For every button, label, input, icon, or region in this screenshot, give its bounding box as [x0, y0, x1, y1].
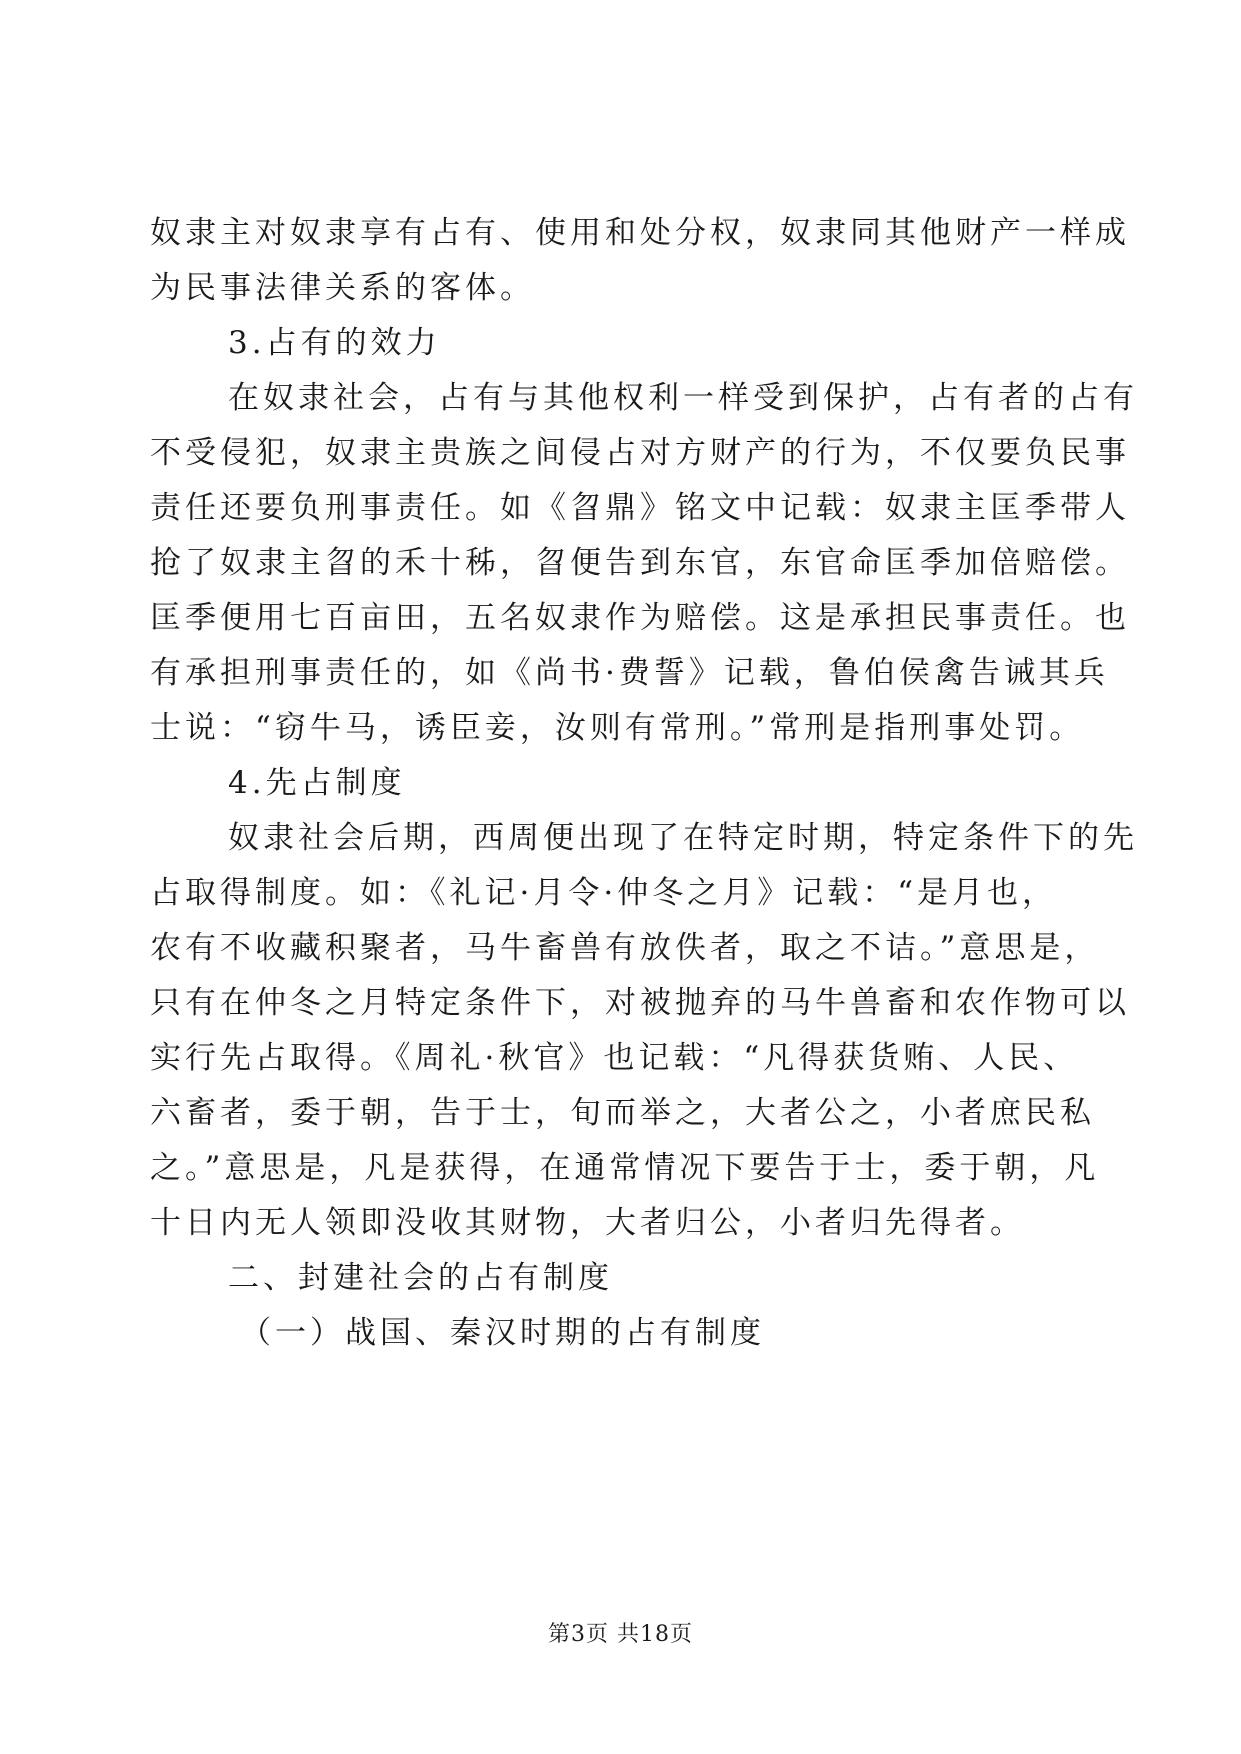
- section-heading-4: 4.先占制度: [228, 765, 406, 801]
- body-text-line: 六畜者，委于朝，告于士，旬而举之，大者公之，小者庶民私: [150, 1095, 1095, 1131]
- body-text-line: 之。”意思是，凡是获得，在通常情况下要告于士，委于朝，凡: [150, 1150, 1100, 1186]
- section-heading-3: 3.占有的效力: [228, 325, 441, 361]
- body-text-line: 占取得制度。如：《礼记·月令·仲冬之月》记载：“是月也，: [150, 875, 1058, 911]
- body-text-line: 为民事法律关系的客体。: [150, 270, 535, 306]
- body-text-line: 匡季便用七百亩田，五名奴隶作为赔偿。这是承担民事责任。也: [150, 600, 1130, 636]
- body-text-line: 不受侵犯，奴隶主贵族之间侵占对方财产的行为，不仅要负民事: [150, 435, 1130, 471]
- body-text-line: 实行先占取得。《周礼·秋官》也记载：“凡得获货贿、人民、: [150, 1040, 1079, 1076]
- paragraph-first-line: 奴隶社会后期，西周便出现了在特定时期，特定条件下的先: [228, 820, 1138, 856]
- body-text-line: 责任还要负刑事责任。如《曶鼎》铭文中记载：奴隶主匡季带人: [150, 490, 1130, 526]
- body-text-line: 只有在仲冬之月特定条件下，对被抛弃的马牛兽畜和农作物可以: [150, 985, 1130, 1021]
- body-text-line: 农有不收藏积聚者，马牛畜兽有放佚者，取之不诘。”意思是，: [150, 930, 1100, 966]
- body-text-line: 抢了奴隶主曶的禾十秭，曶便告到东官，东官命匡季加倍赔偿。: [150, 545, 1130, 581]
- subsection-heading: （一）战国、秦汉时期的占有制度: [240, 1315, 765, 1351]
- chapter-heading: 二、封建社会的占有制度: [228, 1260, 613, 1296]
- body-text-line: 十日内无人领即没收其财物，大者归公，小者归先得者。: [150, 1205, 1025, 1241]
- body-text-line: 奴隶主对奴隶享有占有、使用和处分权，奴隶同其他财产一样成: [150, 215, 1130, 251]
- paragraph-first-line: 在奴隶社会，占有与其他权利一样受到保护，占有者的占有: [228, 380, 1138, 416]
- body-text-line: 士说：“窃牛马，诱臣妾，汝则有常刑。”常刑是指刑事处罚。: [150, 710, 1085, 746]
- page-footer: 第3页 共18页: [548, 1622, 693, 1647]
- body-text-line: 有承担刑事责任的，如《尚书·费誓》记载，鲁伯侯禽告诫其兵: [150, 655, 1109, 691]
